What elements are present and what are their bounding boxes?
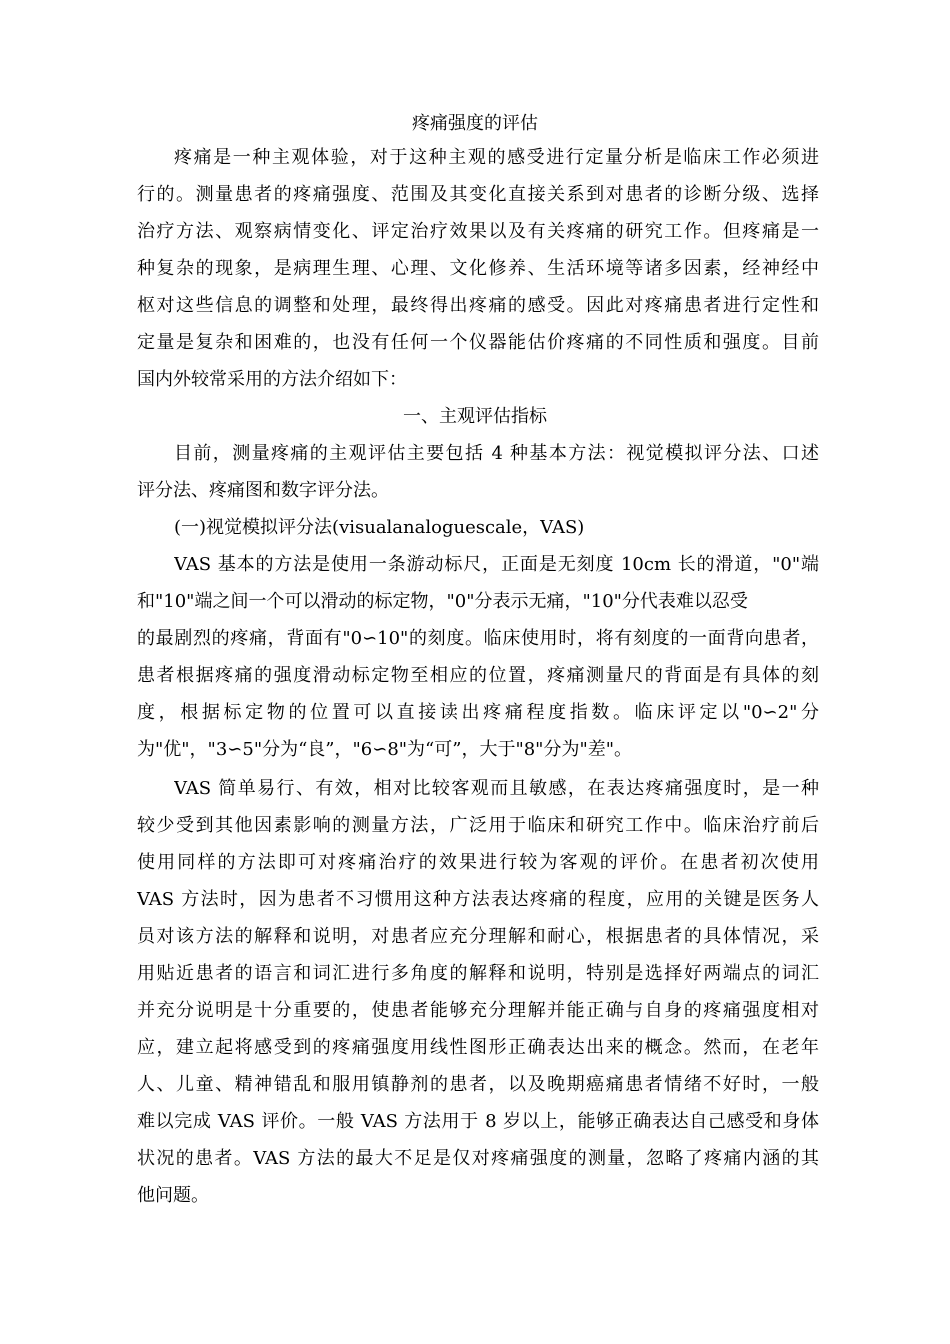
intro-line: 定量是复杂和困难的，也没有任何一个仪器能估价疼痛的不同性质和强度。目前 xyxy=(137,332,819,353)
section-line: 目前，测量疼痛的主观评估主要包括 4 种基本方法：视觉模拟评分法、口述 xyxy=(174,443,819,464)
vas-paragraph-line: VAS 基本的方法是使用一条游动标尺，正面是无刻度 10cm 长的滑道，"0"端 xyxy=(174,554,819,575)
vas-paragraph-line: 应，建立起将感受到的疼痛强度用线性图形正确表达出来的概念。然而，在老年 xyxy=(137,1037,819,1058)
vas-paragraph-line: 状况的患者。VAS 方法的最大不足是仅对疼痛强度的测量，忽略了疼痛内涵的其 xyxy=(137,1148,819,1169)
vas-paragraph-line: 较少受到其他因素影响的测量方法，广泛用于临床和研究工作中。临床治疗前后 xyxy=(137,815,819,836)
section-heading: 一、主观评估指标 xyxy=(403,406,547,427)
intro-line: 行的。测量患者的疼痛强度、范围及其变化直接关系到对患者的诊断分级、选择 xyxy=(137,184,819,205)
intro-line: 疼痛是一种主观体验，对于这种主观的感受进行定量分析是临床工作必须进 xyxy=(174,147,819,168)
subsection-heading: (一)视觉模拟评分法(visualanaloguescale，VAS) xyxy=(174,517,585,538)
section-line: 评分法、疼痛图和数字评分法。 xyxy=(137,480,389,501)
vas-paragraph-line: 患者根据疼痛的强度滑动标定物至相应的位置，疼痛测量尺的背面是有具体的刻 xyxy=(137,665,819,686)
vas-paragraph-line: 为"优"，"3∽5"分为“良”，"6∽8"为“可”，大于"8"分为"差"。 xyxy=(137,739,633,760)
intro-line: 治疗方法、观察病情变化、评定治疗效果以及有关疼痛的研究工作。但疼痛是一 xyxy=(137,221,819,242)
vas-paragraph-line: 员对该方法的解释和说明，对患者应充分理解和耐心，根据患者的具体情况，采 xyxy=(137,926,819,947)
intro-line: 国内外较常采用的方法介绍如下： xyxy=(137,369,407,390)
vas-paragraph-line: 度，根据标定物的位置可以直接读出疼痛程度指数。临床评定以"0∽2"分 xyxy=(137,702,819,723)
vas-paragraph-line: VAS 简单易行、有效，相对比较客观而且敏感，在表达疼痛强度时，是一种 xyxy=(174,778,819,799)
vas-paragraph-line: 用贴近患者的语言和词汇进行多角度的解释和说明，特别是选择好两端点的词汇 xyxy=(137,963,819,984)
vas-paragraph-line: 他问题。 xyxy=(137,1185,209,1206)
vas-paragraph-line: 难以完成 VAS 评价。一般 VAS 方法用于 8 岁以上，能够正确表达自己感受和身体 xyxy=(137,1111,819,1132)
vas-paragraph-line: 人、儿童、精神错乱和服用镇静剂的患者，以及晚期癌痛患者情绪不好时，一般 xyxy=(137,1074,819,1095)
intro-line: 种复杂的现象，是病理生理、心理、文化修养、生活环境等诸多因素，经神经中 xyxy=(137,258,819,279)
vas-paragraph-line: 的最剧烈的疼痛，背面有"0∽10"的刻度。临床使用时，将有刻度的一面背向患者， xyxy=(137,628,819,649)
document-title: 疼痛强度的评估 xyxy=(412,113,538,134)
vas-paragraph-line: VAS 方法时，因为患者不习惯用这种方法表达疼痛的程度，应用的关键是医务人 xyxy=(137,889,819,910)
vas-paragraph-line: 和"10"端之间一个可以滑动的标定物，"0"分表示无痛，"10"分代表难以忍受 xyxy=(137,591,748,612)
vas-paragraph-line: 使用同样的方法即可对疼痛治疗的效果进行较为客观的评价。在患者初次使用 xyxy=(137,852,819,873)
vas-paragraph-line: 并充分说明是十分重要的，使患者能够充分理解并能正确与自身的疼痛强度相对 xyxy=(137,1000,819,1021)
intro-line: 枢对这些信息的调整和处理，最终得出疼痛的感受。因此对疼痛患者进行定性和 xyxy=(137,295,819,316)
